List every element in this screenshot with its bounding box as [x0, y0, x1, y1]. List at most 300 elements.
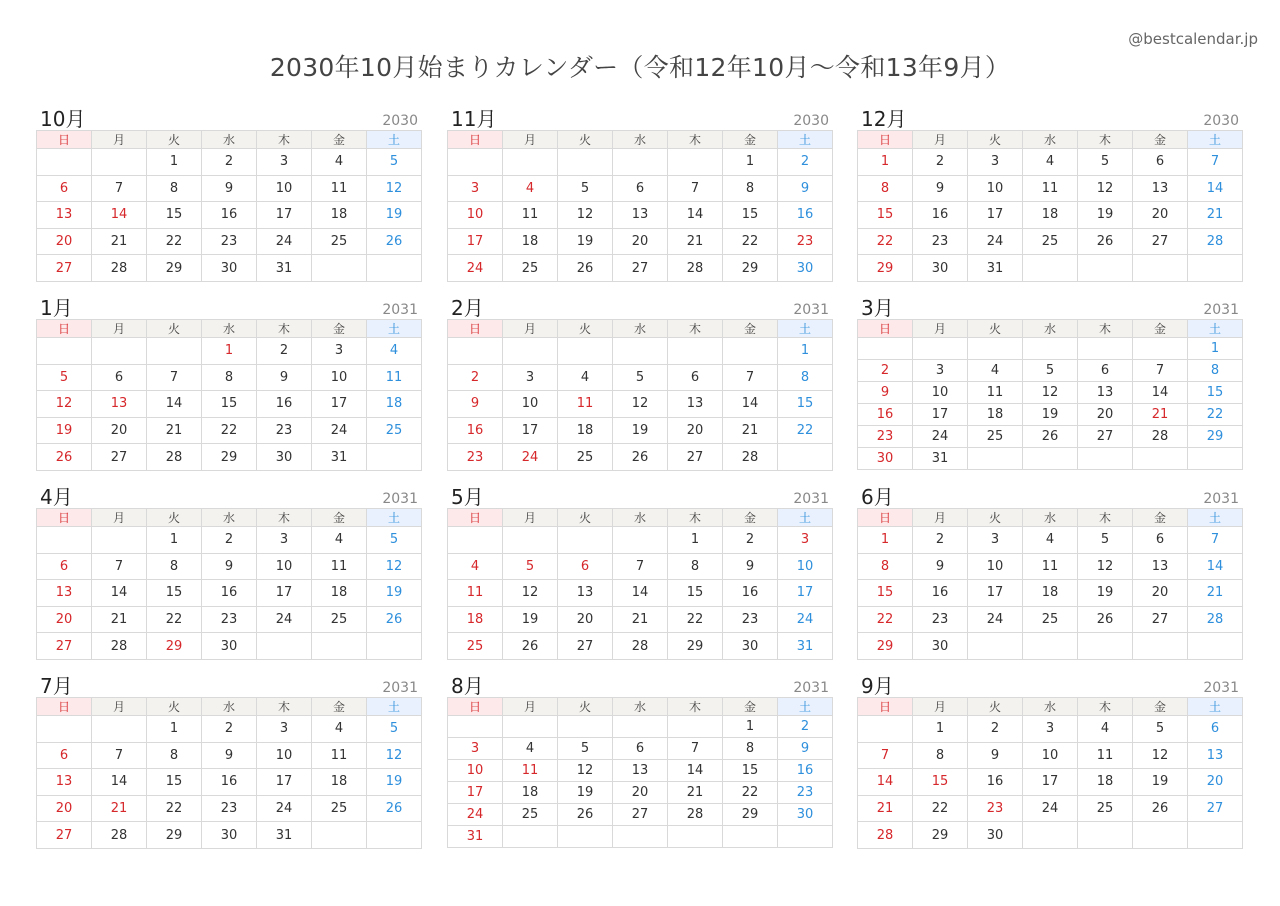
- week-row: [448, 175, 833, 202]
- day-cell: 21: [1188, 580, 1243, 607]
- week-row: [858, 382, 1243, 404]
- day-cell: 5: [558, 175, 613, 202]
- day-cell: 14: [1188, 175, 1243, 202]
- empty-day-cell: [1023, 338, 1078, 360]
- month-table: [36, 508, 422, 660]
- day-cell: 7: [92, 553, 147, 580]
- week-row: [37, 633, 422, 660]
- day-cell: 16: [448, 417, 503, 444]
- week-row: [37, 364, 422, 391]
- day-cell: 25: [367, 417, 422, 444]
- day-cell: 1: [723, 716, 778, 738]
- weekday-label: 土: [778, 509, 833, 527]
- empty-day-cell: [1078, 448, 1133, 470]
- week-row: [858, 716, 1243, 743]
- day-cell: 4: [312, 149, 367, 176]
- day-cell: 11: [312, 553, 367, 580]
- month-name: 10月: [40, 107, 86, 131]
- month-calendar: [447, 297, 833, 471]
- day-cell: 1: [778, 338, 833, 365]
- empty-day-cell: [503, 527, 558, 554]
- day-cell: 6: [613, 738, 668, 760]
- week-row: [37, 716, 422, 743]
- day-cell: 17: [1023, 769, 1078, 796]
- month-table: [857, 130, 1243, 282]
- day-cell: 17: [257, 580, 312, 607]
- month-table: [447, 697, 833, 848]
- day-cell: 25: [312, 795, 367, 822]
- day-cell: 6: [1133, 527, 1188, 554]
- weekday-header-row: [448, 509, 833, 527]
- empty-day-cell: [613, 149, 668, 176]
- day-cell: 24: [257, 228, 312, 255]
- day-cell: 10: [257, 553, 312, 580]
- weekday-header-row: [448, 320, 833, 338]
- day-cell: 13: [1133, 175, 1188, 202]
- day-cell: 21: [668, 782, 723, 804]
- day-cell: 18: [312, 580, 367, 607]
- day-cell: 25: [503, 255, 558, 282]
- weekday-label: 火: [147, 320, 202, 338]
- day-cell: 19: [558, 228, 613, 255]
- weekday-label: 木: [257, 698, 312, 716]
- weekday-label: 土: [367, 320, 422, 338]
- month-year: 2031: [382, 680, 418, 696]
- day-cell: 25: [558, 444, 613, 471]
- day-cell: 18: [312, 769, 367, 796]
- month-header: [857, 675, 1243, 697]
- weekday-header-row: [37, 698, 422, 716]
- day-cell: 31: [968, 255, 1023, 282]
- day-cell: 28: [613, 633, 668, 660]
- day-cell: 7: [1188, 149, 1243, 176]
- week-row: [448, 716, 833, 738]
- day-cell: 12: [1023, 382, 1078, 404]
- month-name: 9月: [861, 674, 894, 698]
- weekday-label: 火: [558, 509, 613, 527]
- day-cell: 3: [448, 738, 503, 760]
- day-cell: 9: [858, 382, 913, 404]
- day-cell: 10: [448, 760, 503, 782]
- day-cell: 26: [558, 255, 613, 282]
- day-cell: 5: [613, 364, 668, 391]
- day-cell: 13: [1078, 382, 1133, 404]
- weekday-label: 木: [257, 131, 312, 149]
- empty-day-cell: [968, 633, 1023, 660]
- weekday-label: 水: [613, 509, 668, 527]
- week-row: [448, 417, 833, 444]
- month-header: [857, 108, 1243, 130]
- day-cell: 6: [668, 364, 723, 391]
- empty-day-cell: [367, 255, 422, 282]
- day-cell: 20: [1078, 404, 1133, 426]
- day-cell: 24: [1023, 795, 1078, 822]
- day-cell: 3: [503, 364, 558, 391]
- empty-day-cell: [968, 448, 1023, 470]
- month-table: [857, 508, 1243, 660]
- empty-day-cell: [858, 338, 913, 360]
- day-cell: 19: [1023, 404, 1078, 426]
- empty-day-cell: [257, 633, 312, 660]
- empty-day-cell: [668, 338, 723, 365]
- day-cell: 7: [92, 175, 147, 202]
- day-cell: 24: [778, 606, 833, 633]
- day-cell: 15: [668, 580, 723, 607]
- week-row: [858, 404, 1243, 426]
- month-header: [36, 486, 422, 508]
- day-cell: 2: [778, 716, 833, 738]
- day-cell: 23: [257, 417, 312, 444]
- day-cell: 17: [968, 580, 1023, 607]
- weekday-label: 月: [503, 698, 558, 716]
- weekday-label: 木: [257, 509, 312, 527]
- day-cell: 12: [367, 742, 422, 769]
- day-cell: 22: [913, 795, 968, 822]
- day-cell: 29: [723, 804, 778, 826]
- week-row: [448, 444, 833, 471]
- day-cell: 26: [1078, 228, 1133, 255]
- month-year: 2031: [793, 491, 829, 507]
- week-row: [448, 760, 833, 782]
- empty-day-cell: [92, 527, 147, 554]
- day-cell: 5: [1023, 360, 1078, 382]
- day-cell: 19: [367, 769, 422, 796]
- day-cell: 13: [37, 580, 92, 607]
- day-cell: 4: [503, 738, 558, 760]
- week-row: [37, 795, 422, 822]
- empty-day-cell: [1023, 633, 1078, 660]
- day-cell: 14: [668, 202, 723, 229]
- month-year: 2030: [793, 113, 829, 129]
- week-row: [37, 580, 422, 607]
- day-cell: 14: [147, 391, 202, 418]
- day-cell: 24: [913, 426, 968, 448]
- day-cell: 7: [92, 742, 147, 769]
- day-cell: 22: [202, 417, 257, 444]
- day-cell: 21: [92, 228, 147, 255]
- month-header: [857, 297, 1243, 319]
- weekday-label: 金: [723, 698, 778, 716]
- day-cell: 15: [913, 769, 968, 796]
- empty-day-cell: [1133, 255, 1188, 282]
- day-cell: 5: [558, 738, 613, 760]
- day-cell: 8: [723, 175, 778, 202]
- empty-day-cell: [558, 826, 613, 848]
- day-cell: 1: [147, 716, 202, 743]
- day-cell: 19: [1078, 202, 1133, 229]
- month-name: 3月: [861, 296, 894, 320]
- day-cell: 5: [1078, 527, 1133, 554]
- day-cell: 8: [858, 553, 913, 580]
- weekday-label: 水: [1023, 131, 1078, 149]
- month-calendar: [857, 675, 1243, 849]
- empty-day-cell: [503, 716, 558, 738]
- weekday-label: 水: [202, 320, 257, 338]
- day-cell: 20: [37, 606, 92, 633]
- empty-day-cell: [503, 338, 558, 365]
- empty-day-cell: [1188, 822, 1243, 849]
- weekday-header-row: [858, 320, 1243, 338]
- day-cell: 5: [367, 149, 422, 176]
- day-cell: 4: [968, 360, 1023, 382]
- day-cell: 4: [448, 553, 503, 580]
- day-cell: 23: [778, 782, 833, 804]
- day-cell: 16: [778, 202, 833, 229]
- day-cell: 7: [147, 364, 202, 391]
- day-cell: 5: [503, 553, 558, 580]
- day-cell: 31: [778, 633, 833, 660]
- day-cell: 21: [1188, 202, 1243, 229]
- weekday-label: 日: [37, 320, 92, 338]
- day-cell: 6: [1133, 149, 1188, 176]
- day-cell: 5: [367, 716, 422, 743]
- day-cell: 14: [858, 769, 913, 796]
- day-cell: 17: [503, 417, 558, 444]
- day-cell: 28: [1188, 606, 1243, 633]
- day-cell: 18: [1078, 769, 1133, 796]
- day-cell: 18: [1023, 202, 1078, 229]
- day-cell: 7: [723, 364, 778, 391]
- weekday-label: 日: [448, 698, 503, 716]
- day-cell: 9: [968, 742, 1023, 769]
- day-cell: 6: [1188, 716, 1243, 743]
- weekday-label: 月: [503, 131, 558, 149]
- month-name: 4月: [40, 485, 73, 509]
- month-calendar: [857, 108, 1243, 282]
- day-cell: 20: [37, 795, 92, 822]
- week-row: [858, 228, 1243, 255]
- day-cell: 24: [257, 795, 312, 822]
- empty-day-cell: [668, 716, 723, 738]
- day-cell: 9: [257, 364, 312, 391]
- week-row: [858, 255, 1243, 282]
- day-cell: 4: [1023, 149, 1078, 176]
- week-row: [37, 228, 422, 255]
- day-cell: 24: [257, 606, 312, 633]
- day-cell: 15: [1188, 382, 1243, 404]
- day-cell: 17: [257, 769, 312, 796]
- empty-day-cell: [778, 826, 833, 848]
- day-cell: 3: [913, 360, 968, 382]
- empty-day-cell: [558, 149, 613, 176]
- week-row: [448, 580, 833, 607]
- weekday-label: 日: [858, 131, 913, 149]
- month-calendar: [36, 486, 422, 660]
- month-table: [36, 697, 422, 849]
- day-cell: 2: [968, 716, 1023, 743]
- day-cell: 21: [147, 417, 202, 444]
- day-cell: 6: [1078, 360, 1133, 382]
- weekday-label: 日: [37, 131, 92, 149]
- day-cell: 25: [1023, 606, 1078, 633]
- weekday-label: 金: [1133, 320, 1188, 338]
- empty-day-cell: [1133, 633, 1188, 660]
- week-row: [448, 826, 833, 848]
- weekday-label: 木: [1078, 320, 1133, 338]
- weekday-label: 月: [913, 698, 968, 716]
- day-cell: 13: [1133, 553, 1188, 580]
- weekday-label: 水: [202, 509, 257, 527]
- day-cell: 21: [1133, 404, 1188, 426]
- day-cell: 22: [858, 606, 913, 633]
- week-row: [448, 606, 833, 633]
- weekday-label: 金: [312, 131, 367, 149]
- day-cell: 27: [668, 444, 723, 471]
- weekday-label: 日: [858, 320, 913, 338]
- weekday-label: 水: [613, 131, 668, 149]
- day-cell: 19: [367, 202, 422, 229]
- month-year: 2031: [793, 680, 829, 696]
- week-row: [858, 202, 1243, 229]
- week-row: [37, 202, 422, 229]
- day-cell: 3: [1023, 716, 1078, 743]
- weekday-label: 土: [367, 131, 422, 149]
- weekday-label: 月: [92, 320, 147, 338]
- day-cell: 23: [202, 228, 257, 255]
- empty-day-cell: [1188, 633, 1243, 660]
- day-cell: 29: [147, 822, 202, 849]
- day-cell: 21: [613, 606, 668, 633]
- month-table: [857, 697, 1243, 849]
- day-cell: 4: [503, 175, 558, 202]
- day-cell: 31: [448, 826, 503, 848]
- day-cell: 14: [668, 760, 723, 782]
- day-cell: 28: [92, 255, 147, 282]
- month-calendar: [447, 108, 833, 282]
- day-cell: 16: [723, 580, 778, 607]
- day-cell: 3: [778, 527, 833, 554]
- day-cell: 23: [448, 444, 503, 471]
- day-cell: 13: [558, 580, 613, 607]
- day-cell: 4: [1078, 716, 1133, 743]
- day-cell: 10: [257, 742, 312, 769]
- day-cell: 2: [202, 527, 257, 554]
- day-cell: 16: [778, 760, 833, 782]
- weekday-label: 月: [913, 320, 968, 338]
- day-cell: 11: [1023, 553, 1078, 580]
- day-cell: 28: [92, 822, 147, 849]
- day-cell: 25: [503, 804, 558, 826]
- day-cell: 31: [312, 444, 367, 471]
- day-cell: 2: [778, 149, 833, 176]
- empty-day-cell: [1023, 448, 1078, 470]
- day-cell: 2: [202, 149, 257, 176]
- empty-day-cell: [147, 338, 202, 365]
- day-cell: 10: [503, 391, 558, 418]
- day-cell: 2: [913, 149, 968, 176]
- day-cell: 13: [37, 769, 92, 796]
- day-cell: 22: [668, 606, 723, 633]
- day-cell: 10: [312, 364, 367, 391]
- day-cell: 12: [558, 760, 613, 782]
- day-cell: 13: [92, 391, 147, 418]
- day-cell: 12: [37, 391, 92, 418]
- day-cell: 2: [202, 716, 257, 743]
- month-name: 7月: [40, 674, 73, 698]
- day-cell: 1: [858, 527, 913, 554]
- day-cell: 29: [913, 822, 968, 849]
- month-name: 2月: [451, 296, 484, 320]
- weekday-label: 日: [37, 698, 92, 716]
- weekday-label: 月: [92, 509, 147, 527]
- day-cell: 25: [312, 606, 367, 633]
- weekday-label: 土: [778, 131, 833, 149]
- month-year: 2031: [793, 302, 829, 318]
- day-cell: 25: [448, 633, 503, 660]
- week-row: [448, 202, 833, 229]
- day-cell: 29: [858, 255, 913, 282]
- weekday-label: 水: [202, 131, 257, 149]
- empty-day-cell: [1078, 633, 1133, 660]
- day-cell: 17: [778, 580, 833, 607]
- weekday-label: 月: [92, 698, 147, 716]
- day-cell: 24: [448, 255, 503, 282]
- month-header: [36, 675, 422, 697]
- day-cell: 16: [202, 769, 257, 796]
- day-cell: 5: [367, 527, 422, 554]
- day-cell: 13: [37, 202, 92, 229]
- empty-day-cell: [968, 338, 1023, 360]
- empty-day-cell: [312, 822, 367, 849]
- day-cell: 25: [312, 228, 367, 255]
- day-cell: 23: [202, 795, 257, 822]
- empty-day-cell: [1133, 338, 1188, 360]
- week-row: [858, 426, 1243, 448]
- empty-day-cell: [778, 444, 833, 471]
- weekday-label: 水: [1023, 320, 1078, 338]
- day-cell: 7: [1133, 360, 1188, 382]
- day-cell: 14: [92, 202, 147, 229]
- day-cell: 18: [312, 202, 367, 229]
- day-cell: 1: [1188, 338, 1243, 360]
- day-cell: 8: [1188, 360, 1243, 382]
- week-row: [448, 553, 833, 580]
- empty-day-cell: [1078, 255, 1133, 282]
- weekday-label: 土: [1188, 509, 1243, 527]
- day-cell: 31: [913, 448, 968, 470]
- weekday-label: 土: [367, 509, 422, 527]
- weekday-label: 金: [723, 131, 778, 149]
- weekday-label: 日: [858, 509, 913, 527]
- week-row: [37, 255, 422, 282]
- month-calendar: [857, 297, 1243, 470]
- week-row: [858, 742, 1243, 769]
- day-cell: 6: [558, 553, 613, 580]
- month-table: [447, 130, 833, 282]
- day-cell: 8: [147, 742, 202, 769]
- day-cell: 2: [257, 338, 312, 365]
- week-row: [858, 769, 1243, 796]
- day-cell: 8: [202, 364, 257, 391]
- weekday-header-row: [37, 509, 422, 527]
- day-cell: 9: [778, 175, 833, 202]
- month-year: 2030: [382, 113, 418, 129]
- weekday-label: 火: [968, 131, 1023, 149]
- day-cell: 31: [257, 255, 312, 282]
- day-cell: 8: [723, 738, 778, 760]
- weekday-label: 火: [558, 320, 613, 338]
- day-cell: 18: [1023, 580, 1078, 607]
- day-cell: 26: [1078, 606, 1133, 633]
- day-cell: 21: [723, 417, 778, 444]
- day-cell: 17: [312, 391, 367, 418]
- day-cell: 14: [723, 391, 778, 418]
- weekday-header-row: [448, 698, 833, 716]
- day-cell: 29: [858, 633, 913, 660]
- day-cell: 24: [312, 417, 367, 444]
- weekday-label: 月: [92, 131, 147, 149]
- month-calendar: [36, 297, 422, 471]
